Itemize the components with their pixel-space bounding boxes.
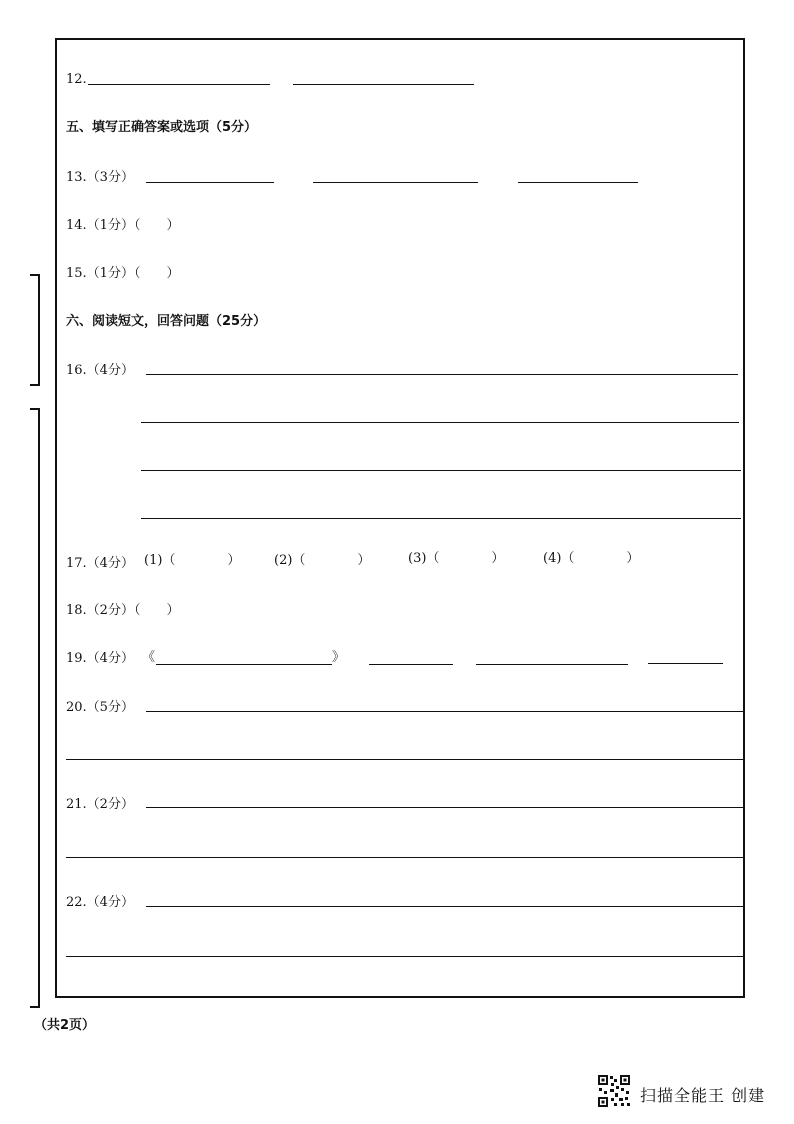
qr-code-icon: [597, 1074, 631, 1108]
section6-title: 六、阅读短文，回答问题（25分）: [66, 314, 267, 329]
section5-title: 五、填写正确答案或选项（5分）: [66, 120, 258, 135]
q19-blank-4[interactable]: [648, 663, 723, 664]
q22-line-1[interactable]: [146, 906, 744, 907]
margin-bracket-bottom: [30, 408, 40, 1008]
q19-blank-3[interactable]: [476, 664, 628, 665]
q22-line-2[interactable]: [66, 956, 744, 957]
q13-blank-2[interactable]: [313, 182, 478, 183]
q17-part-4[interactable]: (4)（ ）: [543, 551, 640, 566]
page-count: （共2页）: [34, 1018, 96, 1033]
q15-label: 15.（1分）（ ）: [66, 266, 180, 281]
q19-book-title-blank[interactable]: [156, 664, 332, 665]
margin-bracket-top: [30, 274, 40, 386]
q13-blank-3[interactable]: [518, 182, 638, 183]
q21-line-2[interactable]: [66, 857, 744, 858]
q22-label: 22.（4分）: [66, 895, 134, 910]
q16-line-4[interactable]: [141, 518, 741, 519]
q17-part-3[interactable]: (3)（ ）: [408, 551, 505, 566]
q13-label: 13.（3分）: [66, 170, 134, 185]
q14-label: 14.（1分）（ ）: [66, 218, 180, 233]
q17-part-1[interactable]: (1)（ ）: [144, 553, 241, 568]
q18-label: 18.（2分）（ ）: [66, 603, 180, 618]
q19-blank-2[interactable]: [369, 664, 453, 665]
q20-label: 20.（5分）: [66, 700, 134, 715]
q19-book-close: 》: [332, 650, 346, 665]
q19-book-open: 《: [142, 650, 156, 665]
q12-blank-2[interactable]: [293, 84, 474, 85]
q20-line-2[interactable]: [66, 759, 744, 760]
q16-line-3[interactable]: [141, 470, 741, 471]
q21-label: 21.（2分）: [66, 797, 134, 812]
q20-line-1[interactable]: [146, 711, 743, 712]
q12-blank-1[interactable]: [88, 84, 270, 85]
q12-label: 12.: [66, 72, 87, 87]
q13-blank-1[interactable]: [146, 182, 274, 183]
q17-label: 17.（4分）: [66, 556, 134, 571]
q19-label: 19.（4分）: [66, 651, 134, 666]
scanner-watermark: 扫描全能王 创建: [640, 1086, 766, 1105]
q16-line-1[interactable]: [146, 374, 738, 375]
q16-line-2[interactable]: [141, 422, 739, 423]
q16-label: 16.（4分）: [66, 363, 134, 378]
q21-line-1[interactable]: [146, 807, 744, 808]
q17-part-2[interactable]: (2)（ ）: [274, 553, 371, 568]
